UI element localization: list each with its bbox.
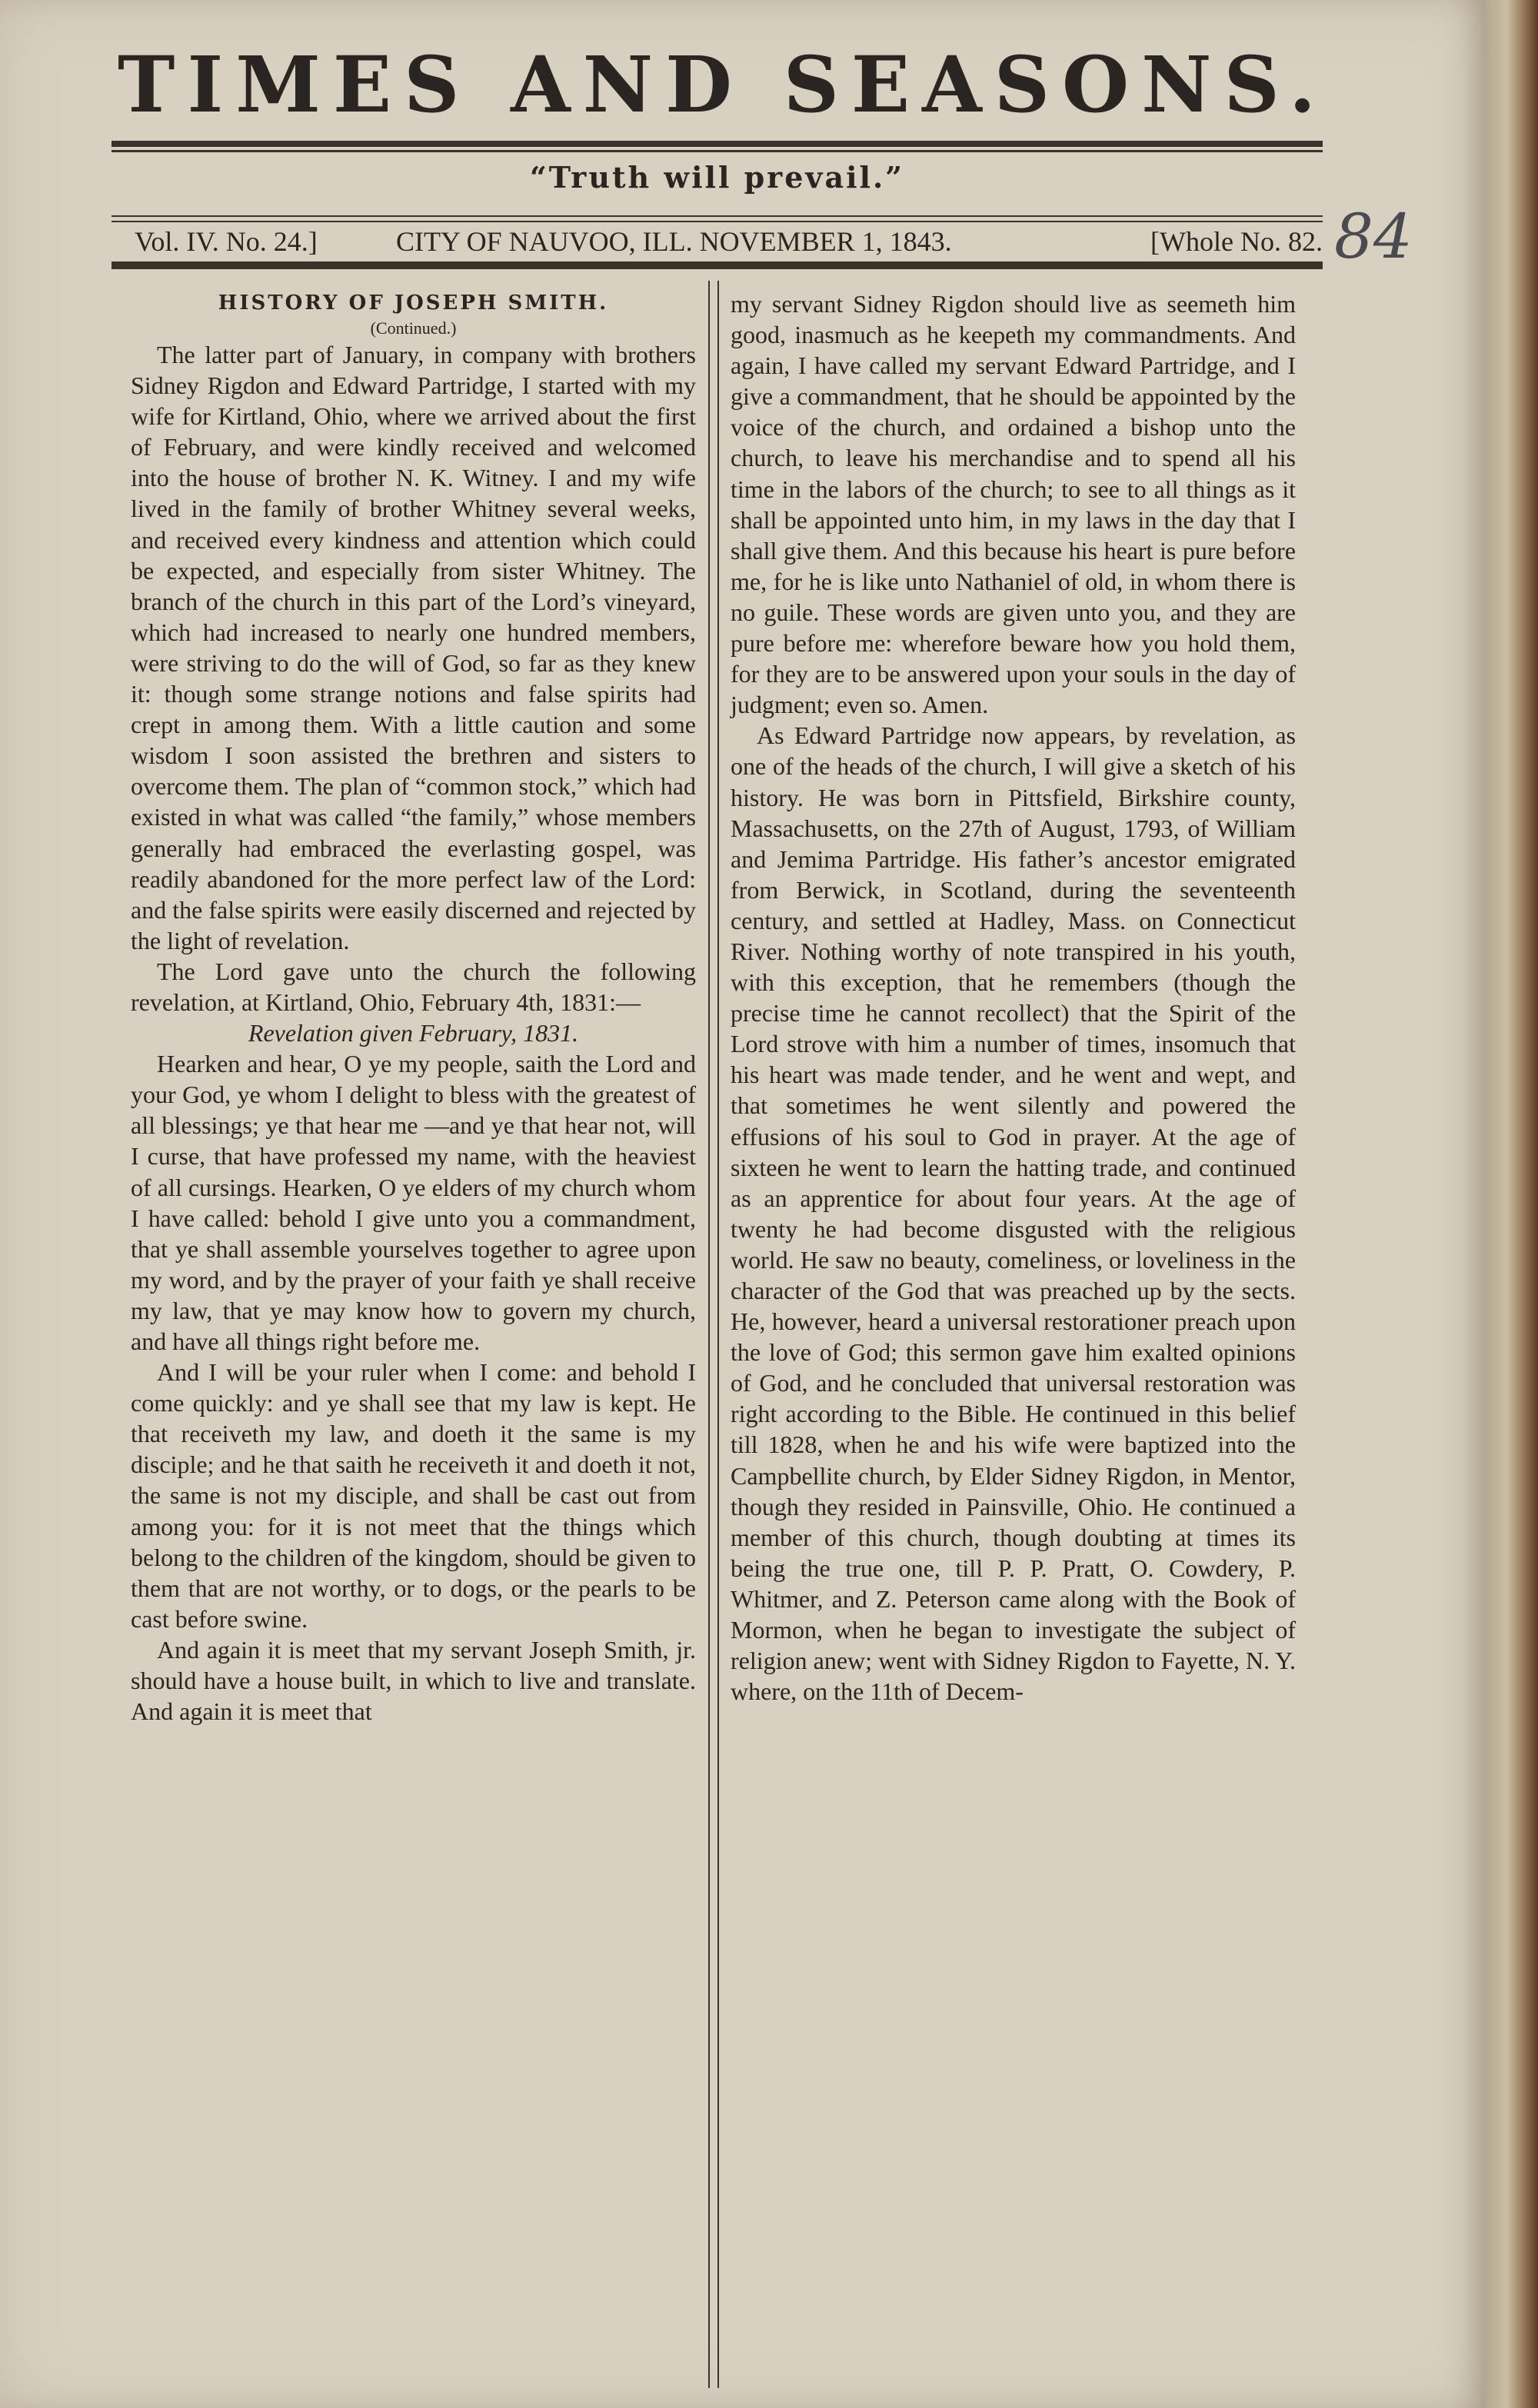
masthead-rule-thin bbox=[112, 150, 1323, 152]
column-divider bbox=[708, 281, 719, 2388]
paragraph: And again it is meet that my servant Joseph Smith, jr. should have a house built, in which to live and translate. And again it is meet that bbox=[131, 1635, 696, 1726]
left-column bbox=[131, 288, 696, 1727]
volume-number: Vol. IV. No. 24.] bbox=[135, 226, 318, 257]
article-heading: HISTORY OF JOSEPH SMITH. bbox=[218, 291, 609, 315]
dateline-rule-bottom bbox=[112, 261, 1323, 269]
paragraph: The Lord gave unto the church the following revelation, at Kirtland, Ohio, February 4th, 1831:— bbox=[131, 957, 696, 1016]
motto: “Truth will prevail.” bbox=[529, 160, 905, 195]
handwritten-page-number: 84 bbox=[1334, 201, 1413, 272]
paragraph: As Edward Partridge now appears, by revelation, as one of the heads of the church, I will give a sketch of his history. He was born in Pittsfield, Birkshire county, Massachusetts, on the 27th of August, 1793, of William and Jemima Partridge. His father’s ancestor emigrated from Berwick, in Scotland, during the seventeenth century, and settled at Hadley, Mass. on Connecticut River. Nothing worthy of note transpired in his youth, with this exception, that he remembers (though the precise time he cannot recollect) that the Spirit of the Lord strove with him a number of times, insomuch that his heart was made tender, and he went and wept, and that sometimes he went silently and powered the effusions of his soul to God in prayer. At the age of sixteen he went to learn the hatting trade, and continued as an apprentice for about four years. At the age of twenty he had become disgusted with the religious world. He saw no beauty, comeliness, or loveliness in the character of the God that was preached up by the sects. He, however, heard a universal restorationer preach upon the love of God; this sermon gave him exalted opinions of God, and he concluded that universal restoration was right according to the Bible. He continued in this belief till 1828, when he and his wife were baptized into the Campbellite church, by Elder Sidney Rigdon, in Mentor, though they resided in Painsville, Ohio. He continued a member of this church, though doubting at times its being the true one, till P. P. Pratt, O. Cowdery, P. Whitmer, and Z. Peterson came along with the Book of Mormon, when he began to investigate the subject of religion anew; went with Sidney Rigdon to Fayette, N. Y. where, on the 11th of Decem- bbox=[731, 721, 1296, 1706]
revelation-title: Revelation given February, 1831. bbox=[248, 1019, 579, 1047]
masthead-title: TIMES AND SEASONS. bbox=[118, 39, 1328, 130]
dateline-rule-top-2 bbox=[112, 221, 1323, 222]
paragraph: The latter part of January, in company with brothers Sidney Rigdon and Edward Partridge, I started with my wife for Kirtland, Ohio, where we arrived about the first of February, and were kindly received and welcomed into the house of brother N. K. Witney. I and my wife lived in the family of brother Whitney several weeks, and received every kindness and attention which could be expected, and especially from sister Whitney. The branch of the church in this part of the Lord’s vineyard, which had increased to nearly one hundred members, were striving to do the will of God, so far as they knew it: though some strange notions and false spirits had crept in among them. With a little caution and some wisdom I soon assisted the brethren and sisters to overcome them. The plan of “common stock,” which had existed in what was called “the family,” whose members generally had embraced the everlasting gospel, was readily abandoned for the more perfect law of the Lord: and the false spirits were easily discerned and rejected by the light of revelation. bbox=[131, 341, 696, 954]
paragraph: my servant Sidney Rigdon should live as seemeth him good, inasmuch as he keepeth my commandments. And again, I have called my servant Edward Partridge, and I give a commandment, that he should be appointed by the voice of the church, and ordained a bishop unto the church, to leave his merchandise and to spend all his time in the labors of the church; to see to all things as it shall be appointed unto him, in my laws in the day that I shall give them. And this because his heart is pure before me, for he is like unto Nathaniel of old, in whom there is no guile. These words are given unto you, and they are pure before me: wherefore beware how you hold them, for they are to be answered upon your souls in the day of judgment; even so. Amen. bbox=[731, 290, 1296, 719]
right-column bbox=[731, 288, 1296, 1707]
dateline-rule-top bbox=[112, 215, 1323, 217]
paragraph: Hearken and hear, O ye my people, saith the Lord and your God, ye whom I delight to bless with the greatest of all blessings; ye that hear me —and ye that hear not, will I curse, that have professed my name, with the heaviest of all cursings. Hearken, O ye elders of my church whom I have called: behold I give unto you a commandment, that ye shall assemble yourselves together to agree upon my word, and by the prayer of your faith ye shall receive my law, that ye may know how to govern my church, and have all things right before me. bbox=[131, 1050, 696, 1355]
whole-number: [Whole No. 82. bbox=[1150, 226, 1323, 257]
paragraph: And I will be your ruler when I come: and behold I come quickly: and ye shall see that my law is kept. He that receiveth my law, and doeth it the same is my disciple; and he that saith he receiveth it and doeth it not, the same is not my disciple, and shall be cast out from among you: for it is not meet that the things which belong to the children of the kingdom, should be given to them that are not worthy, or to dogs, or the pearls to be cast before swine. bbox=[131, 1358, 696, 1633]
binding-edge bbox=[1486, 0, 1538, 2408]
dateline bbox=[112, 225, 1323, 258]
continued-note: (Continued.) bbox=[370, 318, 457, 338]
masthead-rule bbox=[112, 141, 1323, 147]
place-and-date: CITY OF NAUVOO, ILL. NOVEMBER 1, 1843. bbox=[396, 226, 952, 257]
